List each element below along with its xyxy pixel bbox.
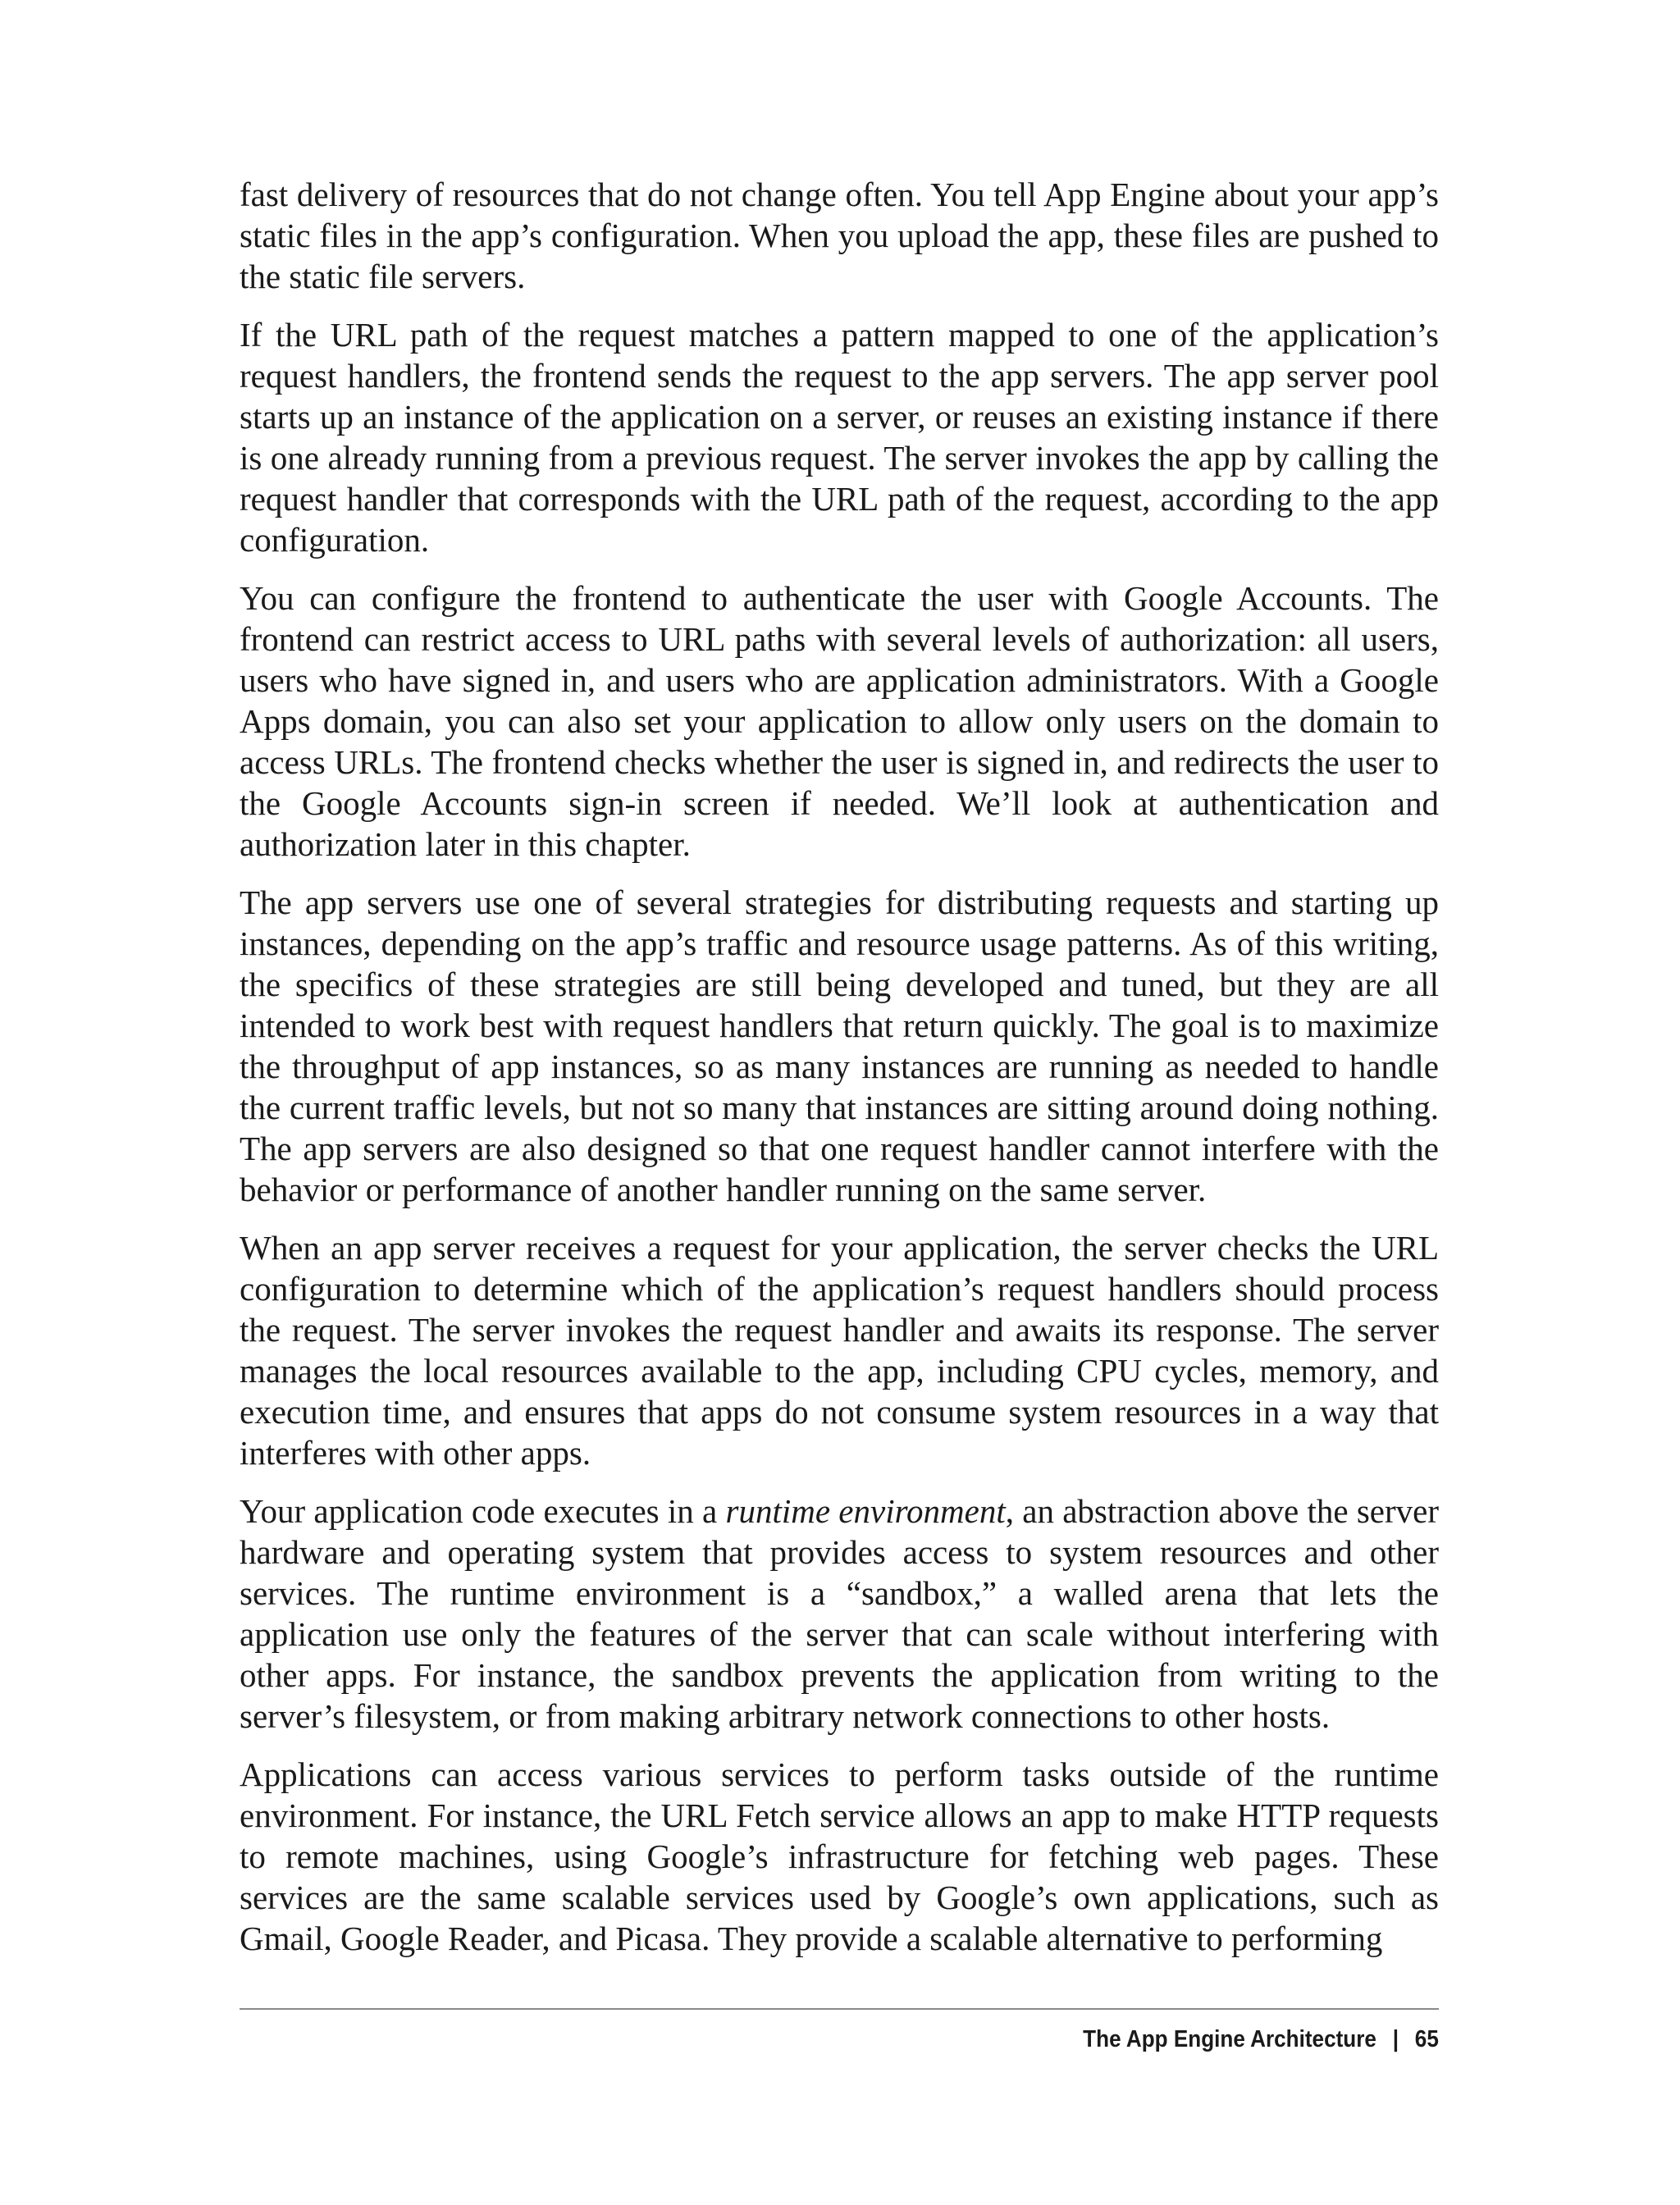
footer-separator: | — [1392, 2026, 1399, 2052]
paragraph-static-files: fast delivery of resources that do not change often. You tell App Engine about your app’s static files in the app’s configuration. When you upload the app, these files are pushed to the static file servers. — [240, 176, 1439, 295]
page-footer — [1083, 2023, 1439, 2056]
paragraph-app-server-strategies: The app servers use one of several strategies for distributing requests and starting up instances, depending on the app’s traffic and resource usage patterns. As of this writing, the specifics of these strategies are still being developed and tuned, but they are all intended to work best with request handlers that return quickly. The goal is to maximize the throughput of app instances, so as many instances are running as needed to handle the current traffic levels, but not so many that instances are sitting around doing nothing. The app servers are also designed so that one request handler cannot interfere with the behavior or performance of another handler running on the same server. — [240, 883, 1439, 1208]
footer-section-title: The App Engine Architecture — [1083, 2026, 1377, 2052]
runtime-text-after: , an abstraction above the server hardware and operating system that provides access to system resources and other services. The runtime environment is a “sandbox,” a walled arena that lets the application use only the features of the server that can scale without interfering with other apps. For instance, the sandbox prevents the application from writing to the server’s filesystem, or from making arbitrary network connections to other hosts. — [240, 1492, 1439, 1735]
runtime-text-before: Your application code executes in a — [240, 1492, 726, 1530]
paragraph-request-handlers: If the URL path of the request matches a pattern mapped to one of the application’s request handlers, the frontend sends the request to the app servers. The app server pool starts up an instance of the application on a server, or reuses an existing instance if there is one already running from a previous request. The server invokes the app by calling the request handler that corresponds with the URL path of the request, according to the app configuration. — [240, 316, 1439, 559]
footer-divider — [240, 2008, 1439, 2010]
paragraph-authentication: You can configure the frontend to authenticate the user with Google Accounts. The frontend can restrict access to URL paths with several levels of authorization: all users, users who have signed in, and users who are application administrators. With a Google Apps domain, you can also set your application to allow only users on the domain to access URLs. The frontend checks whether the user is signed in, and redirects the user to the Google Accounts sign-in screen if needed. We’ll look at authentication and authorization later in this chapter. — [240, 579, 1439, 863]
paragraph-request-processing: When an app server receives a request for your application, the server checks the URL configuration to determine which of the application’s request handlers should process the request. The server invokes the request handler and awaits its response. The server manages the local resources available to the app, including CPU cycles, memory, and execution time, and ensures that apps do not consume system resources in a way that interferes with other apps. — [240, 1229, 1439, 1472]
runtime-environment-term: runtime environment — [725, 1492, 1006, 1530]
paragraph-services: Applications can access various services to perform tasks outside of the runtime environment. For instance, the URL Fetch service allows an app to make HTTP requests to remote machines, using Google’s infrastructure for fetching web pages. These services are the same scalable services used by Google’s own applications, such as Gmail, Google Reader, and Picasa. They provide a scalable alternative to performing — [240, 1755, 1439, 1957]
paragraph-runtime-environment — [240, 1491, 1439, 1737]
page-body — [240, 174, 1439, 1976]
page-number: 65 — [1414, 2026, 1439, 2052]
